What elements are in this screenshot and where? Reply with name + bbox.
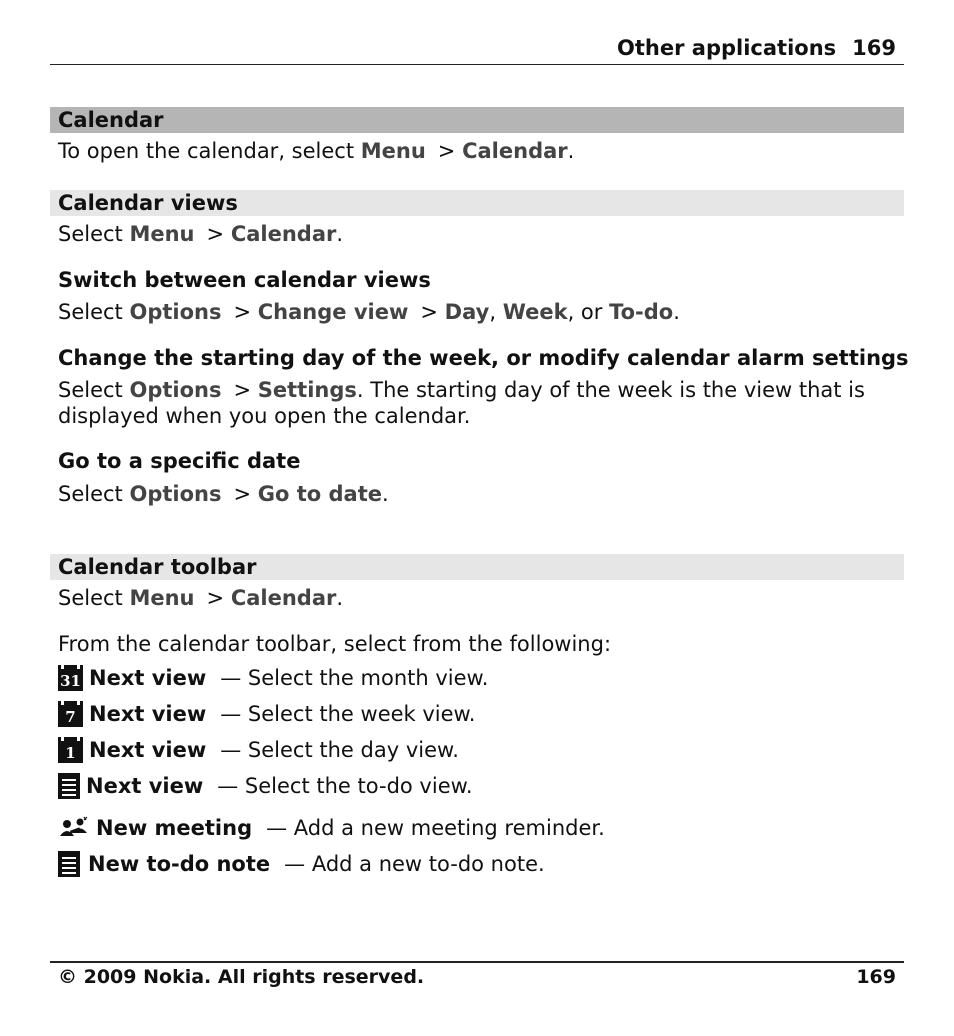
views-select [58, 221, 343, 247]
ui-settings: Settings [257, 378, 357, 402]
ui-go-to-date: Go to date [257, 482, 383, 506]
text: . [336, 586, 344, 610]
day-calendar-icon [58, 737, 83, 763]
header-page-number: 169 [852, 36, 896, 60]
toolbar-item-todo-view [58, 773, 473, 799]
gt: > [206, 586, 225, 610]
ui-change-view: Change view [257, 300, 409, 324]
toolbar-intro: From the calendar toolbar, select from the following: [58, 632, 612, 656]
text: . [673, 300, 680, 324]
ui-menu: Menu [360, 139, 426, 163]
gt: > [233, 482, 252, 506]
gt: > [233, 300, 252, 324]
icon-glyph: 1 [65, 744, 76, 762]
text: To open the calendar, select [58, 139, 361, 163]
section-heading-calendar: Calendar [50, 107, 904, 133]
footer-page-number: 169 [856, 966, 896, 988]
item-description: — Add a new meeting reminder. [266, 816, 605, 840]
text: . [567, 139, 575, 163]
text: Select [58, 482, 130, 506]
text: . The starting day of the week is the view that is displayed when you open the calendar. [58, 378, 865, 428]
ui-calendar: Calendar [230, 222, 337, 246]
todo-list-icon [58, 773, 80, 799]
item-description: — Select the to-do view. [217, 774, 473, 798]
ui-menu: Menu [129, 222, 195, 246]
icon-glyph: 7 [65, 708, 76, 726]
ui-calendar: Calendar [462, 139, 568, 163]
ui-menu: Menu [129, 586, 195, 610]
subheading-go-to-date: Go to a specific date [58, 449, 301, 473]
text: . [336, 222, 344, 246]
month-calendar-icon [58, 665, 83, 691]
header-section: Other applications [617, 36, 837, 60]
item-description: — Select the month view. [220, 666, 489, 690]
toolbar-item-month-view [58, 665, 488, 691]
gt: > [206, 222, 225, 246]
text: , [489, 300, 503, 324]
toolbar-item-day-view [58, 737, 459, 763]
footer-rule [50, 961, 904, 963]
section-heading-calendar-toolbar: Calendar toolbar [50, 554, 904, 580]
item-label: New to-do note [88, 852, 271, 876]
item-label: Next view [86, 774, 204, 798]
header-rule [50, 64, 904, 65]
meeting-icon [58, 816, 90, 840]
text: Select [58, 378, 130, 402]
item-label: Next view [89, 738, 207, 762]
switch-views-instructions [58, 299, 680, 325]
subheading-starting-day: Change the starting day of the week, or modify calendar alarm settings [58, 346, 909, 370]
text: . [382, 482, 389, 506]
item-description: — Select the day view. [220, 738, 459, 762]
new-todo-icon [58, 851, 80, 877]
gt: > [233, 378, 252, 402]
toolbar-item-new-meeting [58, 815, 605, 841]
ui-options: Options [129, 378, 222, 402]
ui-options: Options [129, 482, 222, 506]
gt: > [420, 300, 438, 324]
toolbar-item-new-todo [58, 851, 545, 877]
text: , or [567, 300, 610, 324]
ui-week: Week [502, 300, 568, 324]
go-to-date-instructions [58, 481, 389, 507]
text: Select [58, 586, 130, 610]
starting-day-instructions [58, 377, 898, 429]
item-label: New meeting [96, 816, 253, 840]
calendar-intro [58, 138, 574, 164]
text: Select [58, 300, 130, 324]
icon-glyph: 31 [60, 672, 81, 690]
footer-copyright: © 2009 Nokia. All rights reserved. [58, 966, 425, 988]
toolbar-item-week-view [58, 701, 475, 727]
subheading-switch-views: Switch between calendar views [58, 268, 431, 292]
running-header [617, 36, 896, 60]
ui-calendar: Calendar [230, 586, 337, 610]
item-description: — Select the week view. [220, 702, 476, 726]
week-calendar-icon [58, 701, 83, 727]
section-heading-calendar-views: Calendar views [50, 190, 904, 216]
item-label: Next view [89, 666, 207, 690]
ui-todo: To-do [609, 300, 674, 324]
gt: > [437, 139, 456, 163]
toolbar-select [58, 585, 343, 611]
item-description: — Add a new to-do note. [284, 852, 545, 876]
text: Select [58, 222, 130, 246]
ui-options: Options [129, 300, 222, 324]
ui-day: Day [444, 300, 490, 324]
item-label: Next view [89, 702, 207, 726]
